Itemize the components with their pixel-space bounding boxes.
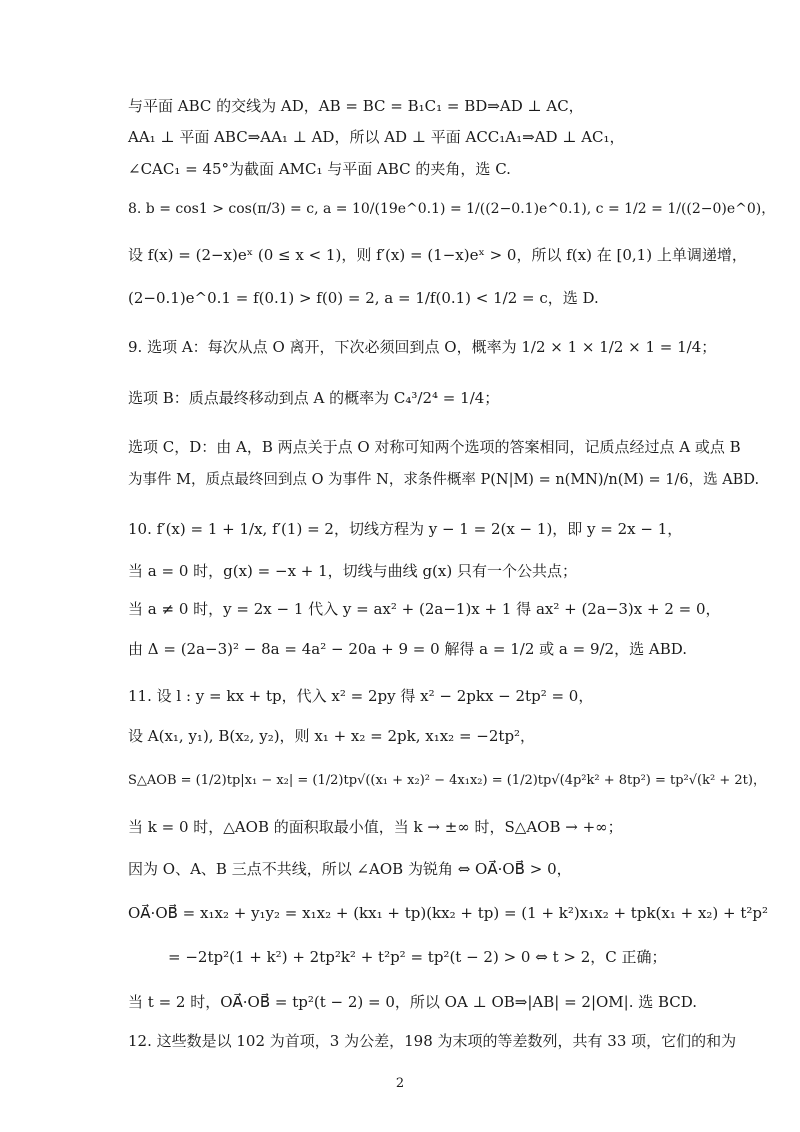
text-line: 9. 选项 A：每次从点 O 离开，下次必须回到点 O，概率为 1/2 × 1 × 1/2 × 1 = 1/4； — [128, 338, 717, 356]
text-line: 当 k = 0 时，△AOB 的面积取最小值，当 k → ±∞ 时，S△AOB → +∞； — [128, 818, 623, 836]
text-line: 因为 O、A、B 三点不共线，所以 ∠AOB 为锐角 ⇔ OA⃗·OB⃗ > 0， — [128, 860, 572, 878]
text-line: 为事件 M，质点最终回到点 O 为事件 N，求条件概率 P(N|M) = n(MN)/n(M) = 1/6，选 ABD. — [128, 472, 760, 488]
text-line: 选项 B：质点最终移动到点 A 的概率为 C₄³/2⁴ = 1/4； — [128, 389, 500, 407]
text-line: 8. b = cos1 > cos(π/3) = c, a = 10/(19e^0.1) = 1/((2−0.1)e^0.1), c = 1/2 = 1/((2−0)e^0)， — [128, 201, 776, 217]
text-line: 设 f(x) = (2−x)eˣ (0 ≤ x < 1)，则 f′(x) = (1−x)eˣ > 0，所以 f(x) 在 [0,1) 上单调递增， — [128, 246, 747, 264]
text-line: 当 a = 0 时，g(x) = −x + 1，切线与曲线 g(x) 只有一个公共点； — [128, 562, 577, 580]
text-line: 设 A(x₁, y₁), B(x₂, y₂)，则 x₁ + x₂ = 2pk, x₁x₂ = −2tp²， — [128, 727, 536, 745]
text-line: 12. 这些数是以 102 为首项，3 为公差，198 为末项的等差数列，共有 33 项，它们的和为 — [128, 1032, 737, 1050]
text-line: 10. f′(x) = 1 + 1/x, f′(1) = 2，切线方程为 y − 1 = 2(x − 1)，即 y = 2x − 1， — [128, 520, 683, 538]
text-line: OA⃗·OB⃗ = x₁x₂ + y₁y₂ = x₁x₂ + (kx₁ + tp)(kx₂ + tp) = (1 + k²)x₁x₂ + tpk(x₁ + x₂) + t²p² — [128, 904, 769, 922]
text-line: 当 t = 2 时，OA⃗·OB⃗ = tp²(t − 2) = 0，所以 OA ⊥ OB⇒|AB| = 2|OM|. 选 BCD. — [128, 993, 698, 1011]
page-number: 2 — [395, 1076, 405, 1091]
text-line: = −2tp²(1 + k²) + 2tp²k² + t²p² = tp²(t − 2) > 0 ⇔ t > 2，C 正确； — [168, 948, 667, 966]
text-line: ∠CAC₁ = 45°为截面 AMC₁ 与平面 ABC 的夹角，选 C. — [128, 160, 511, 178]
text-line: 选项 C，D：由 A，B 两点关于点 O 对称可知两个选项的答案相同，记质点经过点 A 或点 B — [128, 438, 741, 456]
text-line: S△AOB = (1/2)tp|x₁ − x₂| = (1/2)tp√((x₁ + x₂)² − 4x₁x₂) = (1/2)tp√(4p²k² + 8tp²) = tp²√(k² + 2t)， — [128, 773, 766, 788]
text-line: 11. 设 l : y = kx + tp，代入 x² = 2py 得 x² − 2pkx − 2tp² = 0， — [128, 687, 594, 705]
text-line: AA₁ ⊥ 平面 ABC⇒AA₁ ⊥ AD，所以 AD ⊥ 平面 ACC₁A₁⇒AD ⊥ AC₁， — [128, 128, 625, 146]
text-line: (2−0.1)e^0.1 = f(0.1) > f(0) = 2, a = 1/f(0.1) < 1/2 = c，选 D. — [128, 289, 599, 307]
text-line: 与平面 ABC 的交线为 AD，AB = BC = B₁C₁ = BD⇒AD ⊥ AC， — [128, 97, 584, 115]
text-line: 当 a ≠ 0 时，y = 2x − 1 代入 y = ax² + (2a−1)x + 1 得 ax² + (2a−3)x + 2 = 0， — [128, 600, 721, 618]
text-line: 由 Δ = (2a−3)² − 8a = 4a² − 20a + 9 = 0 解得 a = 1/2 或 a = 9/2，选 ABD. — [128, 640, 687, 658]
